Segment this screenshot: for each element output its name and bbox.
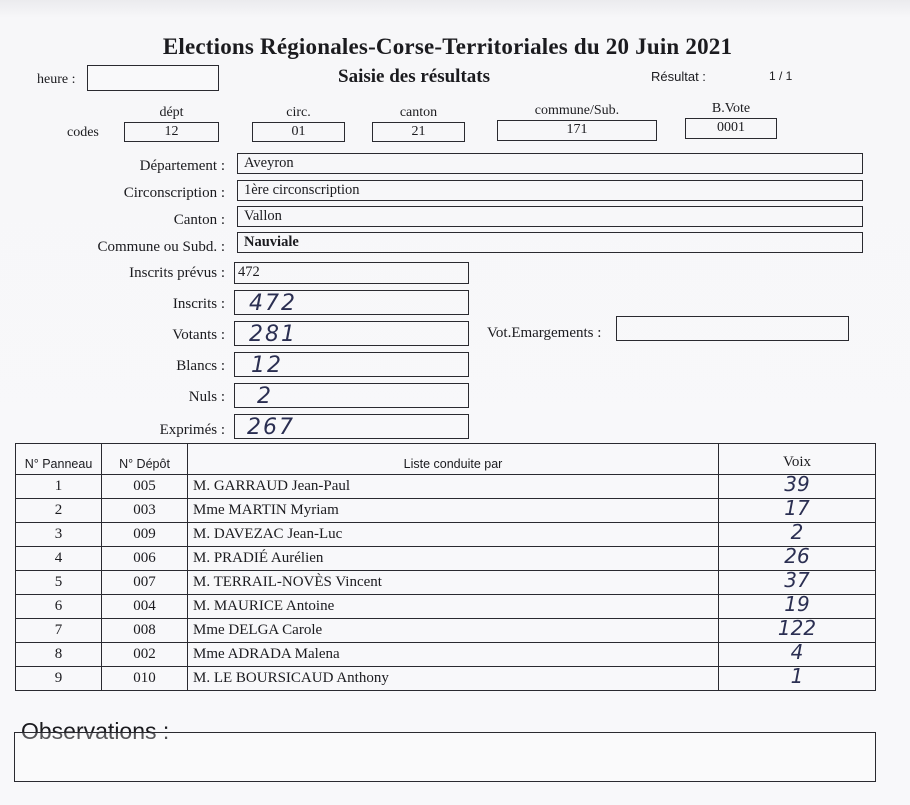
voix-cell[interactable]: 17 (719, 499, 876, 523)
voix-cell[interactable]: 122 (719, 619, 876, 643)
depot-cell: 007 (102, 571, 188, 595)
voix-cell[interactable]: 1 (719, 667, 876, 691)
codes-label: codes (67, 125, 99, 140)
panneau-cell: 1 (16, 475, 102, 499)
table-row (16, 571, 876, 595)
circonscription-field[interactable]: 1ère circonscription (237, 180, 863, 201)
depot-cell: 003 (102, 499, 188, 523)
exprimes-field[interactable]: 267 (234, 414, 469, 439)
bvote-code-field[interactable]: 0001 (685, 118, 777, 139)
departement-field[interactable]: Aveyron (237, 153, 863, 174)
panneau-cell: 5 (16, 571, 102, 595)
voix-cell[interactable]: 26 (719, 547, 876, 571)
voix-cell[interactable]: 19 (719, 595, 876, 619)
panneau-cell: 6 (16, 595, 102, 619)
canton-code-field[interactable]: 21 (372, 122, 465, 142)
exprimes-label: Exprimés : (159, 422, 225, 438)
dept-code-label: dépt (159, 105, 184, 120)
liste-cell: M. PRADIÉ Aurélien (188, 547, 719, 571)
resultat-value: 1 / 1 (769, 69, 793, 83)
panneau-cell: 2 (16, 499, 102, 523)
canton-code-label: canton (399, 105, 438, 120)
table-row (16, 499, 876, 523)
depot-column-header: N° Dépôt (102, 444, 188, 475)
bvote-code-label: B.Vote (711, 101, 751, 116)
table-row (16, 619, 876, 643)
inscrits-field[interactable]: 472 (234, 290, 469, 315)
commune-code-label: commune/Sub. (534, 103, 620, 118)
liste-cell: M. LE BOURSICAUD Anthony (188, 667, 719, 691)
table-row (16, 475, 876, 499)
liste-cell: Mme ADRADA Malena (188, 643, 719, 667)
blancs-field[interactable]: 12 (234, 352, 469, 377)
table-row (16, 595, 876, 619)
votants-field[interactable]: 281 (234, 321, 469, 346)
canton-field[interactable]: Vallon (237, 206, 863, 227)
depot-cell: 005 (102, 475, 188, 499)
liste-cell: M. DAVEZAC Jean-Luc (188, 523, 719, 547)
depot-cell: 004 (102, 595, 188, 619)
panneau-cell: 9 (16, 667, 102, 691)
depot-cell: 008 (102, 619, 188, 643)
circ-code-label: circ. (286, 105, 311, 120)
dept-code-field[interactable]: 12 (124, 122, 219, 142)
blancs-label: Blancs : (176, 358, 225, 374)
voix-cell[interactable]: 37 (719, 571, 876, 595)
inscrits-prevus-label: Inscrits prévus : (129, 265, 225, 281)
page-subtitle: Saisie des résultats (338, 66, 490, 87)
liste-cell: Mme DELGA Carole (188, 619, 719, 643)
voix-cell[interactable]: 39 (719, 475, 876, 499)
votants-label: Votants : (172, 327, 225, 343)
liste-cell: M. TERRAIL-NOVÈS Vincent (188, 571, 719, 595)
liste-column-header: Liste conduite par (188, 444, 719, 475)
resultat-label: Résultat : (651, 69, 706, 84)
circ-code-field[interactable]: 01 (252, 122, 345, 142)
inscrits-label: Inscrits : (172, 296, 225, 312)
results-table (15, 443, 876, 691)
table-row (16, 523, 876, 547)
vot-emargements-field[interactable] (616, 316, 849, 341)
panneau-cell: 3 (16, 523, 102, 547)
commune-code-field[interactable]: 171 (497, 120, 657, 141)
depot-cell: 009 (102, 523, 188, 547)
table-row (16, 667, 876, 691)
departement-label: Département : (139, 158, 225, 174)
liste-cell: M. MAURICE Antoine (188, 595, 719, 619)
table-header-row (16, 444, 876, 475)
observations-label: Observations : (21, 718, 170, 744)
panneau-cell: 8 (16, 643, 102, 667)
vot-emargements-label: Vot.Emargements : (487, 325, 602, 341)
observations-field[interactable] (14, 732, 876, 782)
panneau-column-header: N° Panneau (16, 444, 102, 475)
panneau-cell: 7 (16, 619, 102, 643)
liste-cell: M. GARRAUD Jean-Paul (188, 475, 719, 499)
panneau-cell: 4 (16, 547, 102, 571)
heure-field[interactable] (87, 65, 219, 91)
commune-label: Commune ou Subd. : (97, 239, 225, 255)
voix-header-label: Voix (782, 454, 812, 470)
nuls-label: Nuls : (188, 389, 225, 405)
circonscription-label: Circonscription : (123, 185, 225, 201)
liste-cell: Mme MARTIN Myriam (188, 499, 719, 523)
commune-field[interactable]: Nauviale (237, 232, 863, 253)
depot-cell: 010 (102, 667, 188, 691)
heure-label: heure : (37, 72, 76, 87)
page-title: Elections Régionales-Corse-Territoriales du 20 Juin 2021 (162, 34, 733, 59)
voix-column-header (719, 444, 876, 475)
depot-cell: 002 (102, 643, 188, 667)
voix-cell[interactable]: 4 (719, 643, 876, 667)
depot-cell: 006 (102, 547, 188, 571)
inscrits-prevus-field[interactable]: 472 (234, 262, 469, 284)
nuls-field[interactable]: 2 (234, 383, 469, 408)
table-row (16, 547, 876, 571)
voix-cell[interactable]: 2 (719, 523, 876, 547)
table-row (16, 643, 876, 667)
canton-label: Canton : (173, 212, 225, 228)
